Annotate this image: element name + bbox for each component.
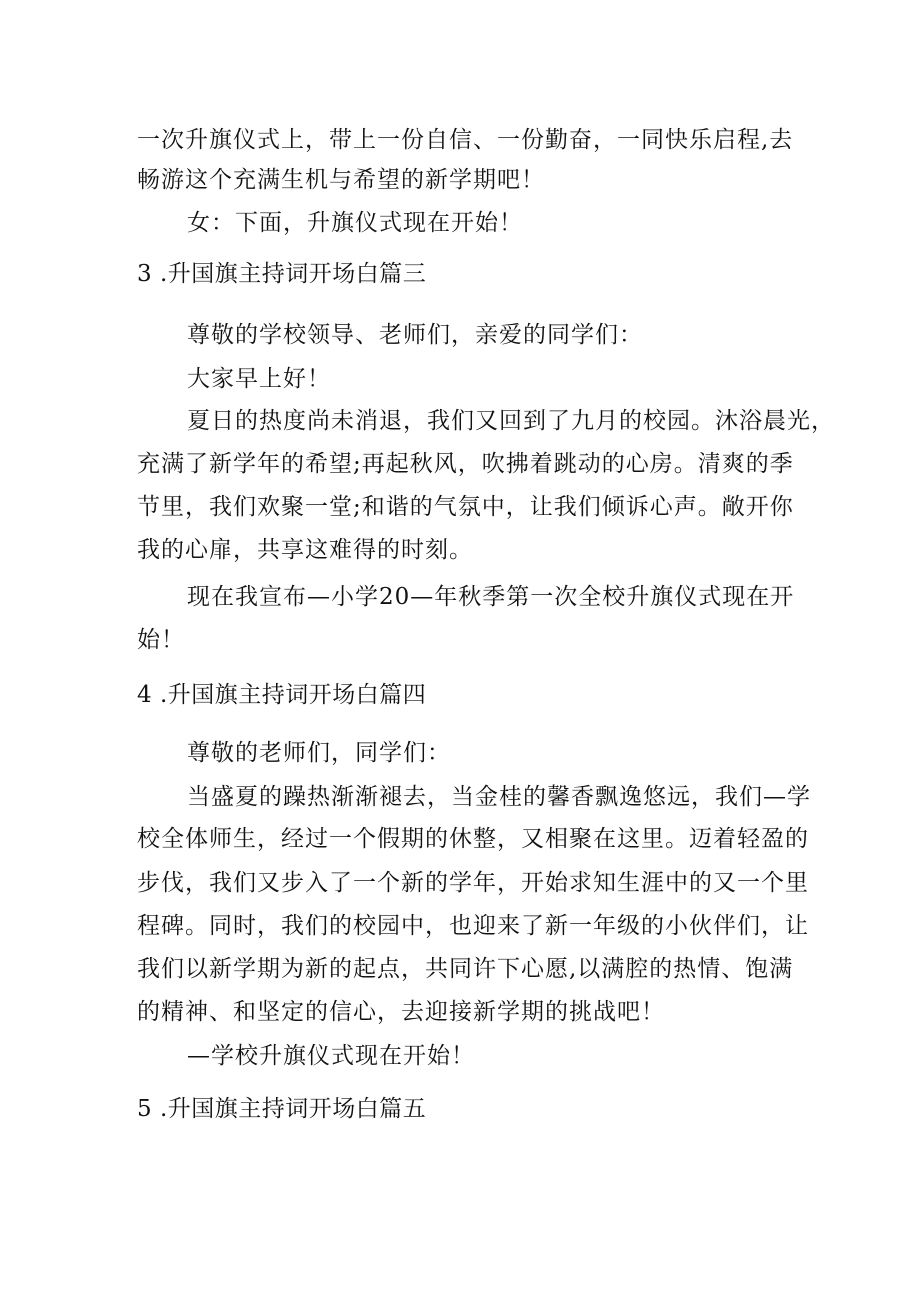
paragraph-line: 夏日的热度尚未消退，我们又回到了九月的校园。沐浴晨光， <box>187 408 835 434</box>
paragraph-line: 我们以新学期为新的起点，共同许下心愿,以满腔的热情、饱满 <box>137 956 794 982</box>
paragraph-line: 女：下面，升旗仪式现在开始！ <box>187 210 523 236</box>
paragraph-line: 步伐，我们又步入了一个新的学年，开始求知生涯中的又一个里 <box>137 870 809 896</box>
paragraph-line: 节里，我们欢聚一堂;和谐的气氛中，让我们倾诉心声。敞开你 <box>137 494 794 520</box>
paragraph-line: 现在我宣布—小学20—年秋季第一次全校升旗仪式现在开 <box>187 584 795 610</box>
paragraph-line: 大家早上好！ <box>187 366 331 392</box>
paragraph-line: 尊敬的学校领导、老师们，亲爱的同学们： <box>187 322 643 348</box>
paragraph-line: 校全体师生，经过一个假期的休整，又相聚在这里。迈着轻盈的 <box>137 826 809 852</box>
paragraph-line: 充满了新学年的希望;再起秋风，吹拂着跳动的心房。清爽的季 <box>137 451 794 477</box>
section-heading: 3 .升国旗主持词开场白篇三 <box>137 261 427 287</box>
paragraph-line: 程碑。同时，我们的校园中，也迎来了新一年级的小伙伴们，让 <box>137 913 809 939</box>
paragraph-line: 尊敬的老师们，同学们： <box>187 740 451 766</box>
section-heading: 4 .升国旗主持词开场白篇四 <box>137 682 427 708</box>
paragraph-line: 始！ <box>137 627 185 653</box>
paragraph-line: 的精神、和坚定的信心，去迎接新学期的挑战吧！ <box>137 999 665 1025</box>
paragraph-line: 一次升旗仪式上，带上一份自信、一份勤奋，一同快乐启程,去 <box>137 127 794 153</box>
paragraph-line: 畅游这个充满生机与希望的新学期吧！ <box>137 167 545 193</box>
paragraph-line: —学校升旗仪式现在开始！ <box>187 1043 475 1069</box>
paragraph-line: 我的心扉，共享这难得的时刻。 <box>137 537 473 563</box>
section-heading: 5 .升国旗主持词开场白篇五 <box>137 1096 427 1122</box>
paragraph-line: 当盛夏的躁热渐渐褪去，当金桂的馨香飘逸悠远，我们—学 <box>187 784 811 810</box>
